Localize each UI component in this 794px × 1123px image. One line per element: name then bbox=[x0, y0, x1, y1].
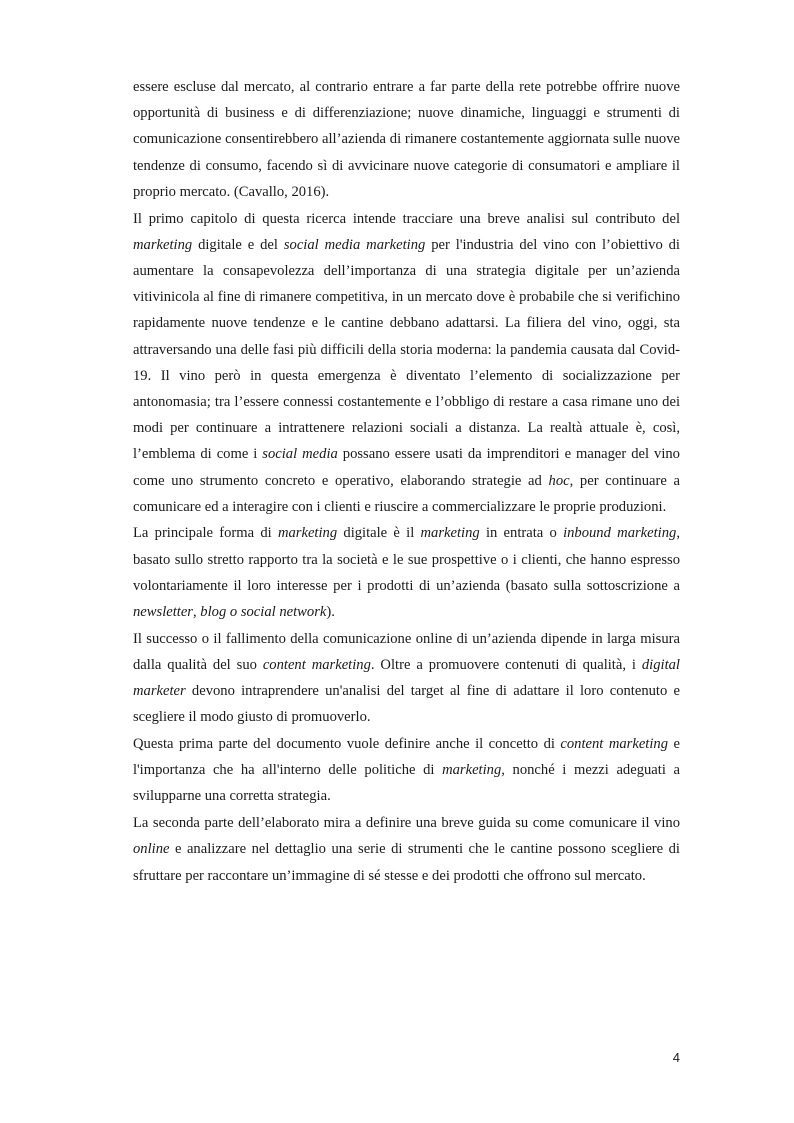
paragraph bbox=[133, 810, 680, 889]
text-run: ). bbox=[326, 604, 335, 621]
italic-term: content marketing bbox=[560, 736, 669, 753]
italic-term: marketing bbox=[420, 525, 480, 542]
paragraph bbox=[133, 520, 680, 625]
paragraph bbox=[133, 731, 680, 810]
italic-term: marketing bbox=[277, 525, 338, 542]
text-run: possano essere usati da imprenditori e manager del vino come uno strumento concreto e operativo, elaborando strategie ad bbox=[133, 446, 680, 489]
text-run: . Oltre a promuovere contenuti di qualità, i bbox=[370, 656, 642, 673]
italic-term: blog o social network bbox=[200, 604, 327, 621]
text-run: digitale è il bbox=[337, 525, 421, 542]
text-run: Il successo o il fallimento della comunicazione online di un’azienda dipende in larga misura dalla qualità del suo bbox=[133, 630, 680, 673]
italic-term: online bbox=[133, 841, 170, 858]
text-run: devono intraprendere un'analisi del target al fine di adattare il loro contenuto e scegliere il modo giusto di promuoverlo. bbox=[133, 683, 680, 726]
text-run: Questa prima parte del documento vuole definire anche il concetto di bbox=[133, 736, 561, 753]
text-run: , basato sullo stretto rapporto tra la società e le sue prospettive o i clienti, che hanno espresso volontariamente il loro interesse per i prodotti di un’azienda (basato sulla sottoscrizione a bbox=[133, 525, 680, 594]
text-run: , nonché i mezzi adeguati a svilupparne una corretta strategia. bbox=[133, 762, 680, 805]
italic-term: newsletter bbox=[133, 604, 193, 621]
text-run: per l'industria del vino con l’obiettivo di aumentare la consapevolezza dell’importanza di una strategia digitale per un’azienda vitivinicola al fine di rimanere competitiva, in un mercato dove è probabile che si verifichino rapidamente nuove tendenze e le cantine debbano adattarsi. La filiera del vino, oggi, sta attraversando una delle fasi più difficili della storia moderna: la pandemia causata dal Covid-19. Il vino però in questa emergenza è diventato l’elemento di socializzazione per antonomasia; tra l’essere connessi costantemente e l’obbligo di restare a casa rimane uno dei modi per continuare a intrattenere relazioni sociali a distanza. La realtà attuale è, così, l’emblema di come i bbox=[133, 236, 680, 463]
italic-term: social media marketing bbox=[283, 236, 426, 253]
italic-term: marketing bbox=[442, 762, 502, 779]
italic-term: content marketing bbox=[262, 656, 371, 673]
paragraph bbox=[133, 74, 680, 205]
text-run: La principale forma di bbox=[133, 525, 278, 542]
text-run: La seconda parte dell’elaborato mira a definire una breve guida su come comunicare il vino bbox=[133, 815, 680, 832]
italic-term: digital marketer bbox=[133, 656, 680, 700]
text-run: essere escluse dal mercato, al contrario entrare a far parte della rete potrebbe offrire nuove opportunità di business e di differenziazione; nuove dinamiche, linguaggi e strumenti di comunicazione consentirebbero all’azienda di rimanere costantemente aggiornata sulle nuove tendenze di consumo, facendo sì di avvicinare nuove categorie di consumatori e ampliare il proprio mercato. (Cavallo, 2016). bbox=[133, 79, 680, 200]
text-run: e analizzare nel dettaglio una serie di strumenti che le cantine possono scegliere di sfruttare per raccontare un’immagine di sé stesse e dei prodotti che offrono sul mercato. bbox=[133, 841, 680, 884]
text-run: digitale e del bbox=[192, 236, 284, 253]
paragraph bbox=[133, 206, 680, 520]
text-run: , per continuare a comunicare ed a interagire con i clienti e riuscire a commercializzare le proprie produzioni. bbox=[133, 472, 680, 515]
text-run: e l'importanza che ha all'interno delle politiche di bbox=[133, 736, 680, 779]
italic-term: hoc bbox=[548, 472, 570, 489]
paragraph bbox=[133, 626, 680, 731]
text-run: , bbox=[193, 604, 201, 621]
italic-term: marketing bbox=[133, 236, 193, 253]
text-run: Il primo capitolo di questa ricerca intende tracciare una breve analisi sul contributo del bbox=[133, 210, 680, 227]
body-text bbox=[133, 74, 680, 889]
text-run: in entrata o bbox=[479, 525, 564, 542]
italic-term: inbound marketing bbox=[563, 525, 677, 542]
italic-term: social media bbox=[262, 446, 338, 463]
page-number: 4 bbox=[672, 1050, 680, 1065]
